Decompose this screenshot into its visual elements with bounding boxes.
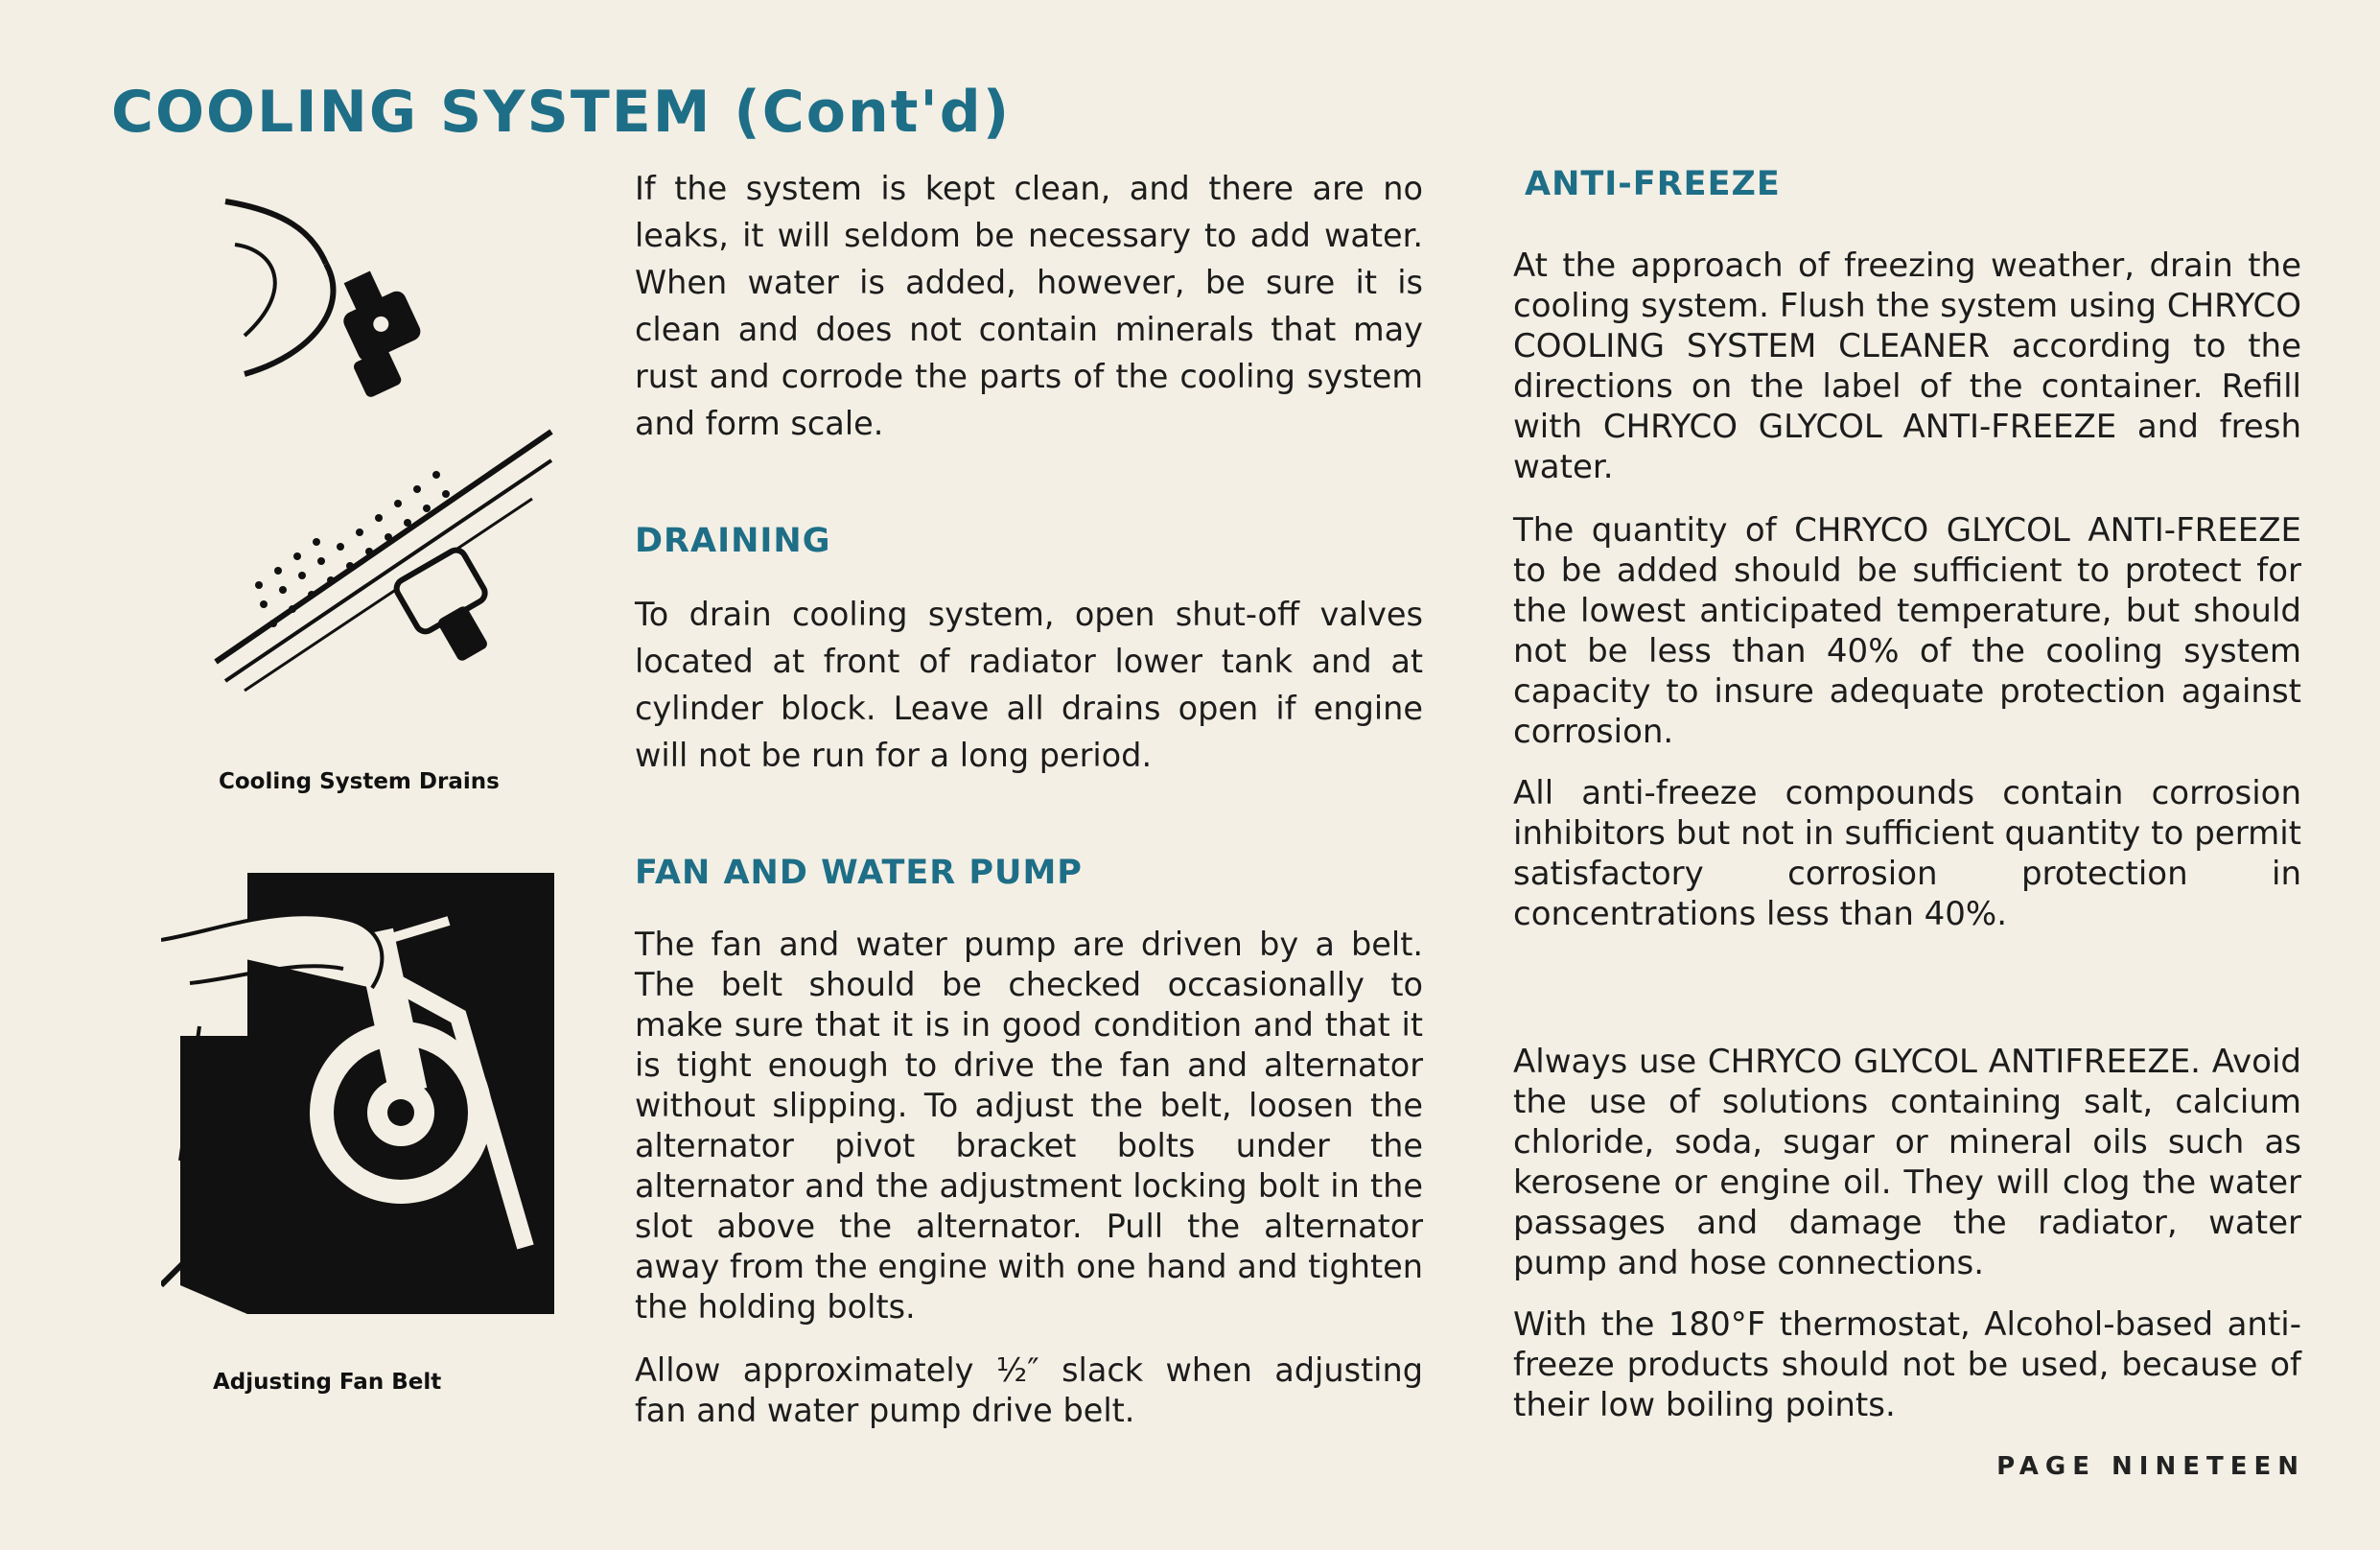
- antifreeze-paragraph-5: With the 180°F thermostat, Alcohol-based anti-freeze products should not be used, because of their low boiling points.: [1513, 1305, 2301, 1424]
- page-number: PAGE NINETEEN: [1996, 1452, 2305, 1481]
- draining-heading: DRAINING: [635, 522, 831, 560]
- page-title: COOLING SYSTEM (Cont'd): [111, 79, 1012, 146]
- right-column: [1513, 165, 2301, 1425]
- caption-drains: Cooling System Drains: [219, 769, 500, 794]
- antifreeze-paragraph-2: The quantity of CHRYCO GLYCOL ANTI-FREEZE to be added should be sufficient to protect for the lowest anticipated temperature, but should not be less than 40% of the cooling system capacity to insure adequate protection against corrosion.: [1513, 511, 2301, 751]
- drain-valve-illustration: [206, 192, 571, 739]
- intro-paragraph: If the system is kept clean, and there are no leaks, it will seldom be necessary to add water. When water is added, however, be sure it is clean and does not contain minerals that may rust and corrode the parts of the cooling system and form scale.: [635, 170, 1423, 442]
- antifreeze-paragraph-4: Always use CHRYCO GLYCOL ANTIFREEZE. Avoid the use of solutions containing salt, calcium chloride, soda, sugar or mineral oils such as kerosene or engine oil. They will clog the water passages and damage the radiator, water pump and hose connections.: [1513, 1043, 2301, 1282]
- fan-pump-paragraph: The fan and water pump are driven by a belt. The belt should be checked occasionally to make sure that it is in good condition and that it is tight enough to drive the fan and alternator without slipping. To adjust the belt, loosen the alternator pivot bracket bolts under the alternator and the adjustment locking bolt in the slot above the alternator. Pull the alternator away from the engine with one hand and tighten the holding bolts.: [635, 926, 1423, 1326]
- draining-paragraph: To drain cooling system, open shut-off valves located at front of radiator lower tank and at cylinder block. Leave all drains open if engine will not be run for a long period.: [635, 596, 1423, 774]
- belt-slack-paragraph: Allow approximately ½″ slack when adjusting fan and water pump drive belt.: [635, 1351, 1423, 1429]
- middle-column: [635, 165, 1423, 1431]
- fan-pump-heading: FAN AND WATER PUMP: [635, 854, 1083, 892]
- fan-belt-illustration: [161, 844, 564, 1343]
- antifreeze-paragraph-1: At the approach of freezing weather, drain the cooling system. Flush the system using CHRYCO COOLING SYSTEM CLEANER according to the directions on the label of the container. Refill with CHRYCO GLYCOL ANTI-FREEZE and fresh water.: [1513, 247, 2301, 486]
- caption-fan-belt: Adjusting Fan Belt: [213, 1370, 442, 1395]
- antifreeze-heading: ANTI-FREEZE: [1525, 165, 1781, 203]
- antifreeze-paragraph-3: All anti-freeze compounds contain corrosion inhibitors but not in sufficient quantity to permit satisfactory corrosion protection in concentrations less than 40%.: [1513, 774, 2301, 933]
